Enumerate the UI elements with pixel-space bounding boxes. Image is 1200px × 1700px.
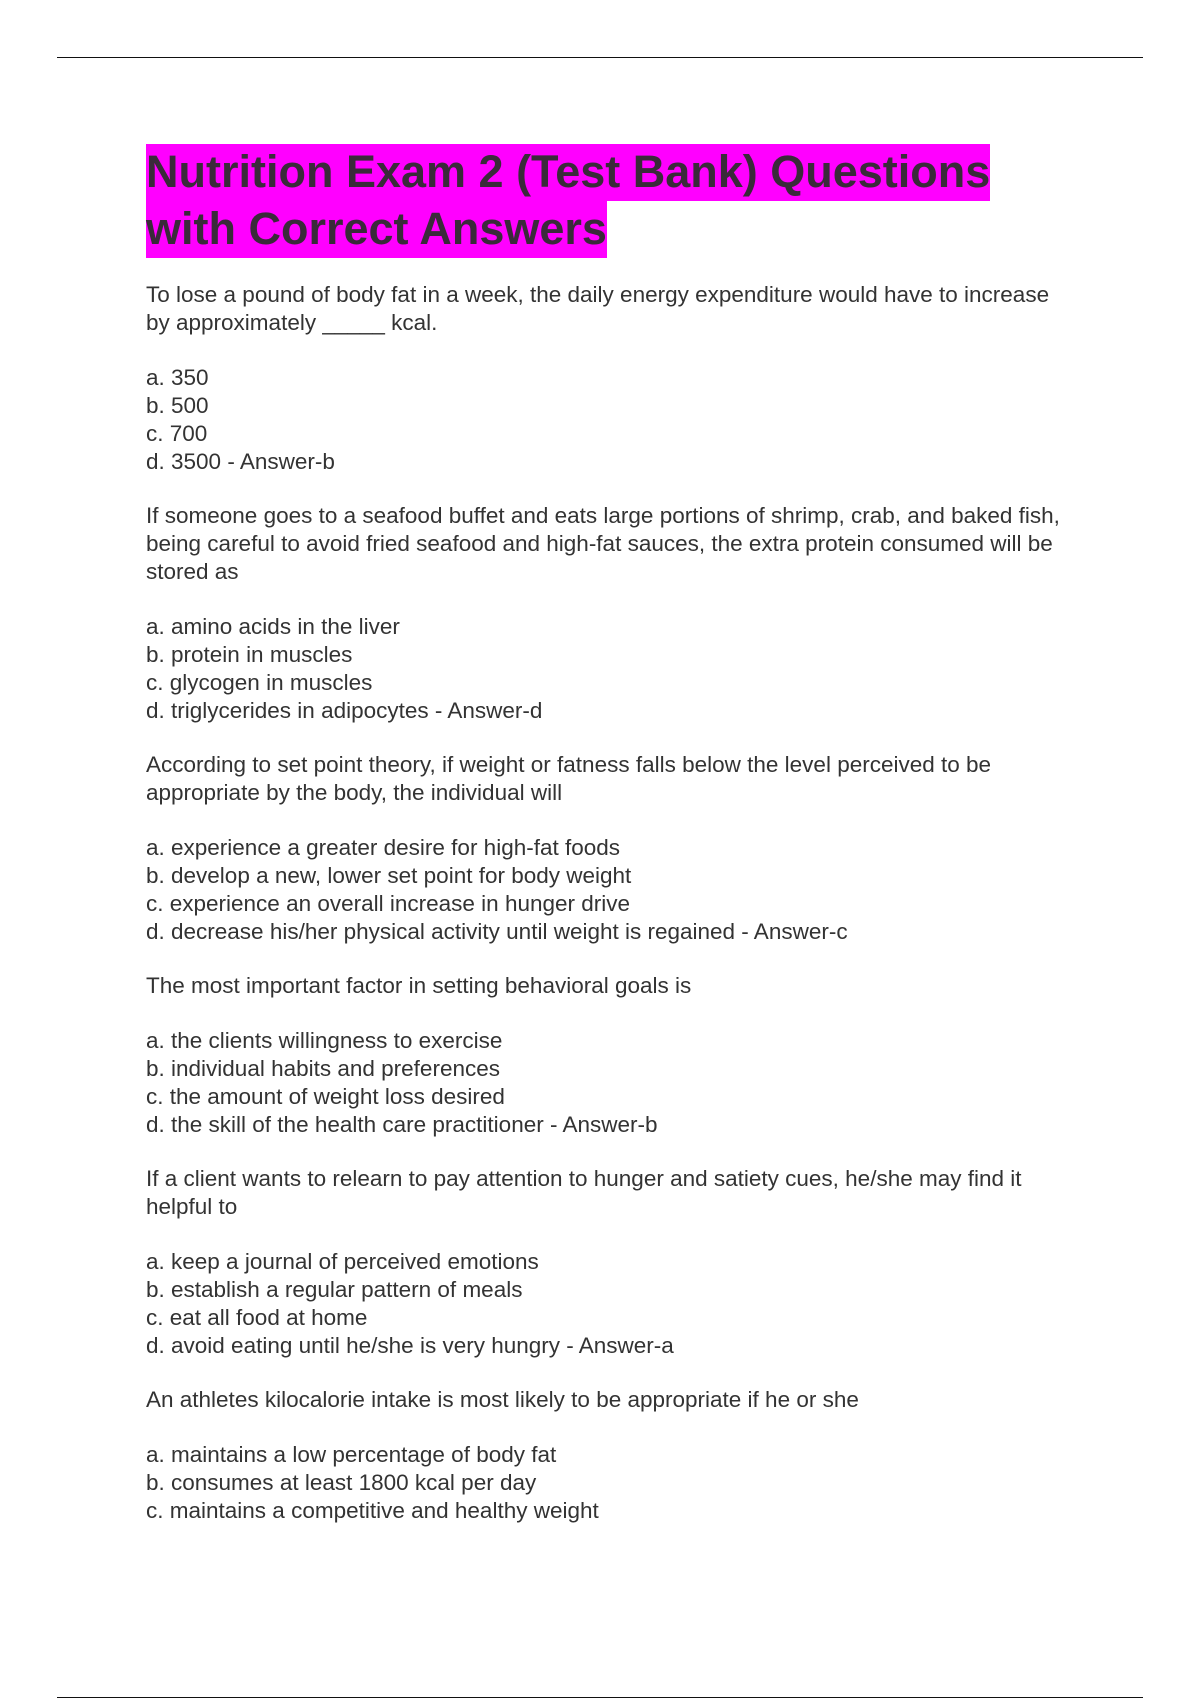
footer-rule	[57, 1697, 1143, 1698]
header-rule	[57, 57, 1143, 58]
question-text: An athletes kilocalorie intake is most likely to be appropriate if he or she	[146, 1387, 859, 1412]
answer-option: a. amino acids in the liver	[146, 614, 400, 639]
answer-option: d. the skill of the health care practitioner - Answer-b	[146, 1112, 658, 1137]
answer-option: c. glycogen in muscles	[146, 670, 373, 695]
answer-option: b. establish a regular pattern of meals	[146, 1277, 523, 1302]
answer-option: c. experience an overall increase in hunger drive	[146, 891, 631, 916]
answer-options	[146, 613, 1066, 725]
document-title	[146, 143, 1066, 257]
answer-option: a. experience a greater desire for high-fat foods	[146, 835, 621, 860]
answer-options	[146, 1027, 1066, 1139]
answer-option: b. consumes at least 1800 kcal per day	[146, 1470, 537, 1495]
answer-option: d. avoid eating until he/she is very hungry - Answer-a	[146, 1333, 674, 1358]
answer-option: c. 700	[146, 421, 208, 446]
question-text: If a client wants to relearn to pay attention to hunger and satiety cues, he/she may find it helpful to	[146, 1166, 1022, 1219]
answer-option: c. maintains a competitive and healthy weight	[146, 1498, 599, 1523]
answer-option: a. the clients willingness to exercise	[146, 1028, 503, 1053]
question-text: If someone goes to a seafood buffet and eats large portions of shrimp, crab, and baked fish, being careful to avoid fried seafood and high-fat sauces, the extra protein consumed will be stored as	[146, 503, 1060, 584]
answer-option: b. 500	[146, 393, 209, 418]
document-body	[146, 143, 1066, 1551]
question-block-2	[146, 502, 1066, 725]
question-block-4	[146, 972, 1066, 1139]
answer-options	[146, 1441, 1066, 1525]
answer-options	[146, 834, 1066, 946]
question-text: According to set point theory, if weight or fatness falls below the level perceived to be appropriate by the body, the individual will	[146, 752, 992, 805]
answer-option: b. individual habits and preferences	[146, 1056, 500, 1081]
answer-option: a. 350	[146, 365, 209, 390]
question-text: To lose a pound of body fat in a week, the daily energy expenditure would have to increase by approximately _____ kcal.	[146, 282, 1050, 335]
question-block-6	[146, 1386, 1066, 1525]
answer-option: c. eat all food at home	[146, 1305, 368, 1330]
answer-option: a. maintains a low percentage of body fat	[146, 1442, 557, 1467]
answer-option: d. 3500 - Answer-b	[146, 449, 335, 474]
question-text: The most important factor in setting behavioral goals is	[146, 973, 692, 998]
answer-option: d. triglycerides in adipocytes - Answer-d	[146, 698, 543, 723]
document-title-text: Nutrition Exam 2 (Test Bank) Questions with Correct Answers	[146, 144, 990, 258]
answer-option: d. decrease his/her physical activity until weight is regained - Answer-c	[146, 919, 848, 944]
answer-option: b. develop a new, lower set point for body weight	[146, 863, 632, 888]
question-block-1	[146, 281, 1066, 476]
answer-option: a. keep a journal of perceived emotions	[146, 1249, 539, 1274]
answer-option: c. the amount of weight loss desired	[146, 1084, 505, 1109]
answer-options	[146, 1248, 1066, 1360]
question-block-5	[146, 1165, 1066, 1360]
question-block-3	[146, 751, 1066, 946]
answer-options	[146, 364, 1066, 476]
answer-option: b. protein in muscles	[146, 642, 353, 667]
